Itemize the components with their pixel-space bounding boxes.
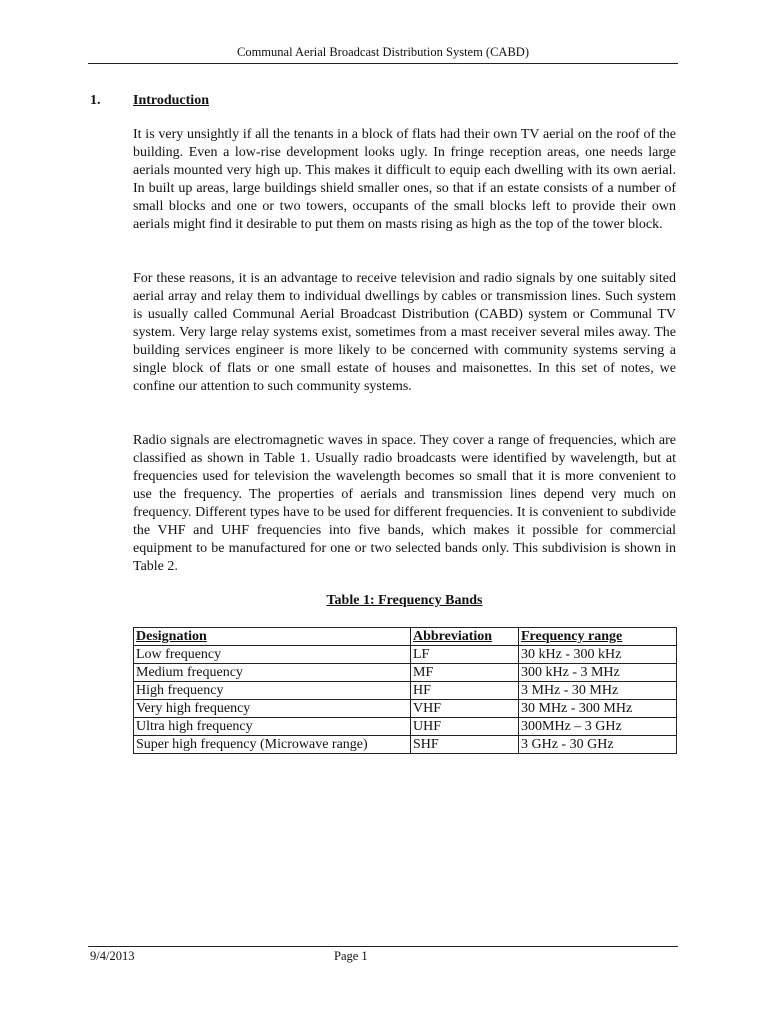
cell-frequency-range: 3 MHz - 30 MHz (519, 682, 677, 700)
paragraph-1: It is very unsightly if all the tenants in a block of flats had their own TV aerial on the roof of the building. Even a low-rise development looks ugly. In fringe reception areas, one needs large aerials mounted very high up. This makes it difficult to equip each dwelling with its own aerial. In built up areas, large buildings shield smaller ones, so that if an estate consists of a number of small blocks and one or two towers, occupants of the small blocks left to provide their own aerials might find it desirable to put them on masts rising as high as the top of the tower block. (133, 127, 676, 232)
table-caption-text: Table 1: Frequency Bands (326, 593, 483, 608)
cell-abbreviation: HF (411, 682, 519, 700)
cell-frequency-range: 3 GHz - 30 GHz (519, 736, 677, 754)
footer-rule (88, 946, 678, 947)
running-header: Communal Aerial Broadcast Distribution System (CABD) (237, 45, 529, 59)
cell-frequency-range: 30 MHz - 300 MHz (519, 700, 677, 718)
cell-designation: Ultra high frequency (134, 718, 411, 736)
column-header-frequency-range: Frequency range (519, 628, 677, 646)
cell-abbreviation: LF (411, 646, 519, 664)
footer-date: 9/4/2013 (90, 949, 135, 963)
table-row (134, 646, 677, 664)
paragraph-2: For these reasons, it is an advantage to receive television and radio signals by one suitably sited aerial array and relay them to individual dwellings by cables or transmission lines. Such system is usually called Communal Aerial Broadcast Distribution (CABD) system or Communal TV system. Very large relay systems exist, sometimes from a mast receiver several miles away. The building services engineer is more likely to be concerned with community systems serving a single block of flats or one small estate of houses and maisonettes. In this set of notes, we confine our attention to such community systems. (133, 271, 676, 394)
cell-frequency-range: 30 kHz - 300 kHz (519, 646, 677, 664)
section-number: 1. (90, 93, 101, 108)
cell-abbreviation: MF (411, 664, 519, 682)
table-header-row (134, 628, 677, 646)
cell-designation: Medium frequency (134, 664, 411, 682)
cell-designation: Super high frequency (Microwave range) (134, 736, 411, 754)
table-row (134, 736, 677, 754)
table-caption (133, 592, 676, 610)
cell-frequency-range: 300 kHz - 3 MHz (519, 664, 677, 682)
table-row (134, 682, 677, 700)
cell-designation: Low frequency (134, 646, 411, 664)
header-rule (88, 63, 678, 64)
table-row (134, 718, 677, 736)
cell-frequency-range: 300MHz – 3 GHz (519, 718, 677, 736)
table-row (134, 700, 677, 718)
paragraph-3: Radio signals are electromagnetic waves in space. They cover a range of frequencies, which are classified as shown in Table 1. Usually radio broadcasts were identified by wavelength, but at frequencies used for television the wavelength becomes so small that it is more convenient to use the frequency. The properties of aerials and transmission lines depend very much on frequency. Different types have to be used for different frequencies. It is convenient to subdivide the VHF and UHF frequencies into five bands, which makes it possible for commercial equipment to be manufactured for one or two selected bands only. This subdivision is shown in Table 2. (133, 433, 676, 574)
cell-designation: High frequency (134, 682, 411, 700)
cell-abbreviation: VHF (411, 700, 519, 718)
cell-abbreviation: UHF (411, 718, 519, 736)
footer-page-number: Page 1 (334, 949, 368, 963)
column-header-designation: Designation (134, 628, 411, 646)
section-title: Introduction (133, 93, 209, 108)
column-header-abbreviation: Abbreviation (411, 628, 519, 646)
frequency-bands-table (133, 627, 677, 754)
cell-designation: Very high frequency (134, 700, 411, 718)
cell-abbreviation: SHF (411, 736, 519, 754)
table-row (134, 664, 677, 682)
